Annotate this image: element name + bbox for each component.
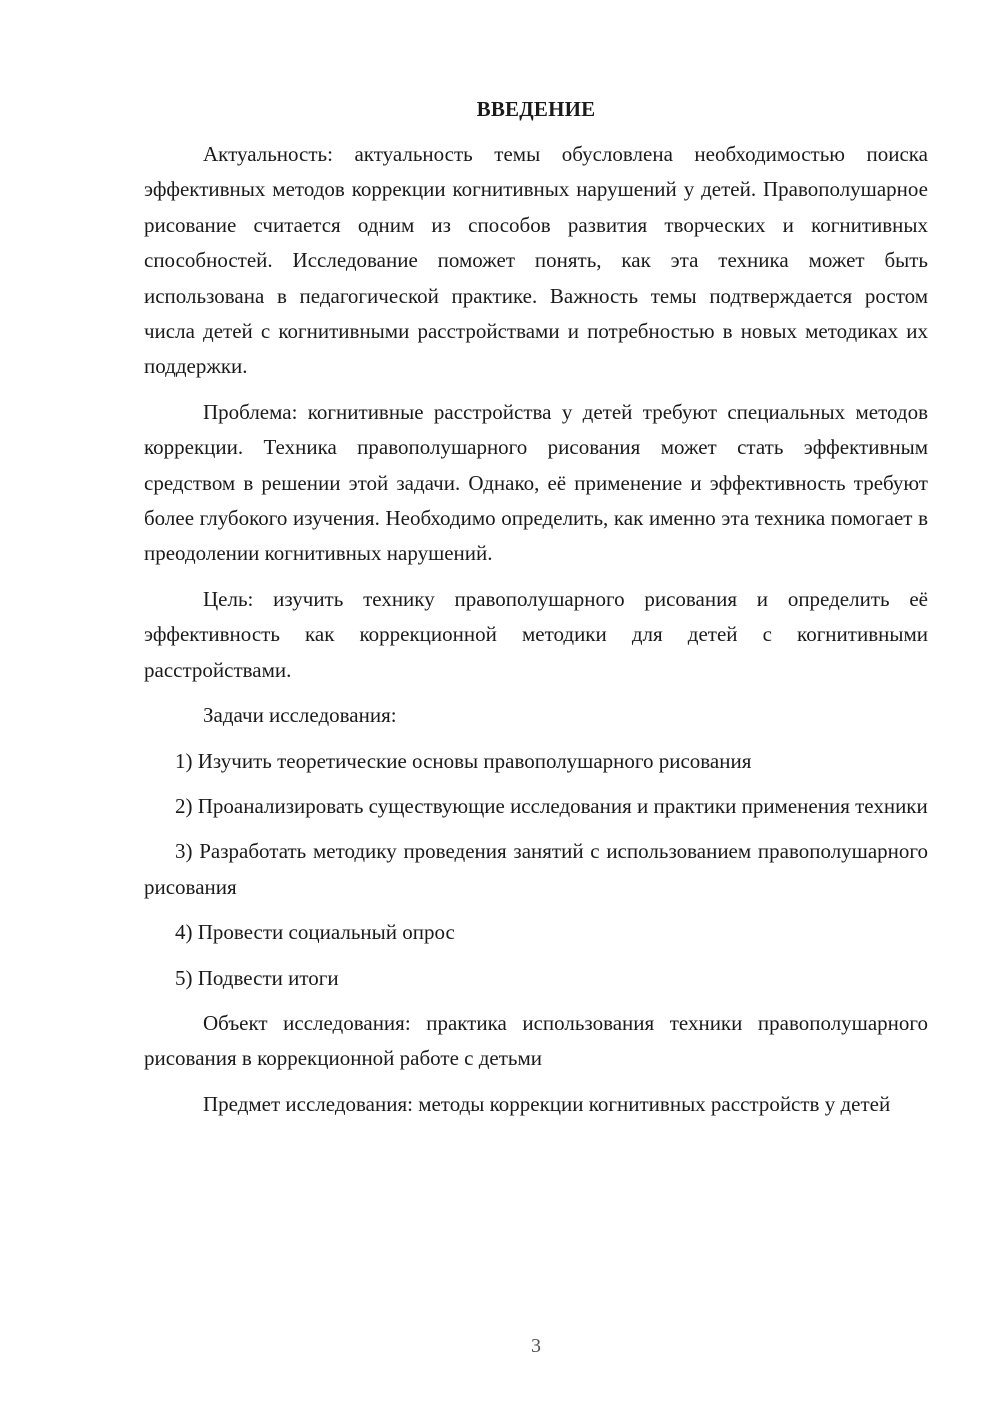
- paragraph-problem: Проблема: когнитивные расстройства у детей требуют специальных методов коррекции. Техника правополушарного рисования может стать эффективным средством в решении этой задачи. Однако, её применение и эффективность требуют более глубокого изучения. Необходимо определить, как именно эта техника помогает в преодолении когнитивных нарушений.: [144, 399, 928, 566]
- task-item-5: 5) Подвести итоги: [175, 965, 339, 990]
- tasks-heading: Задачи исследования:: [203, 703, 397, 728]
- task-item-1: 1) Изучить теоретические основы правополушарного рисования: [175, 748, 752, 773]
- paragraph-relevance: Актуальность: актуальность темы обусловлена необходимостью поиска эффективных методов коррекции когнитивных нарушений у детей. Правополушарное рисование считается одним из способов развития творческих и когнитивных способностей. Исследование поможет понять, как эта техника может быть использована в педагогической практике. Важность темы подтверждается ростом числа детей с когнитивными расстройствами и потребностью в новых методиках их поддержки.: [144, 142, 928, 379]
- task-item-2: 2) Проанализировать существующие исследования и практики применения техники: [175, 793, 928, 818]
- task-item-3: 3) Разработать методику проведения занятий с использованием правополушарного рисования: [144, 839, 928, 899]
- task-item-4: 4) Провести социальный опрос: [175, 920, 455, 945]
- page-title: ВВЕДЕНИЕ: [476, 97, 596, 121]
- paragraph-object: Объект исследования: практика использования техники правополушарного рисования в коррекционной работе с детьми: [144, 1010, 928, 1071]
- paragraph-subject: Предмет исследования: методы коррекции когнитивных расстройств у детей: [203, 1091, 891, 1116]
- page-number: 3: [531, 1335, 541, 1357]
- page-content: [144, 92, 928, 1132]
- paragraph-goal: Цель: изучить технику правополушарного рисования и определить её эффективность как коррекционной методики для детей с когнитивными расстройствами.: [144, 586, 928, 682]
